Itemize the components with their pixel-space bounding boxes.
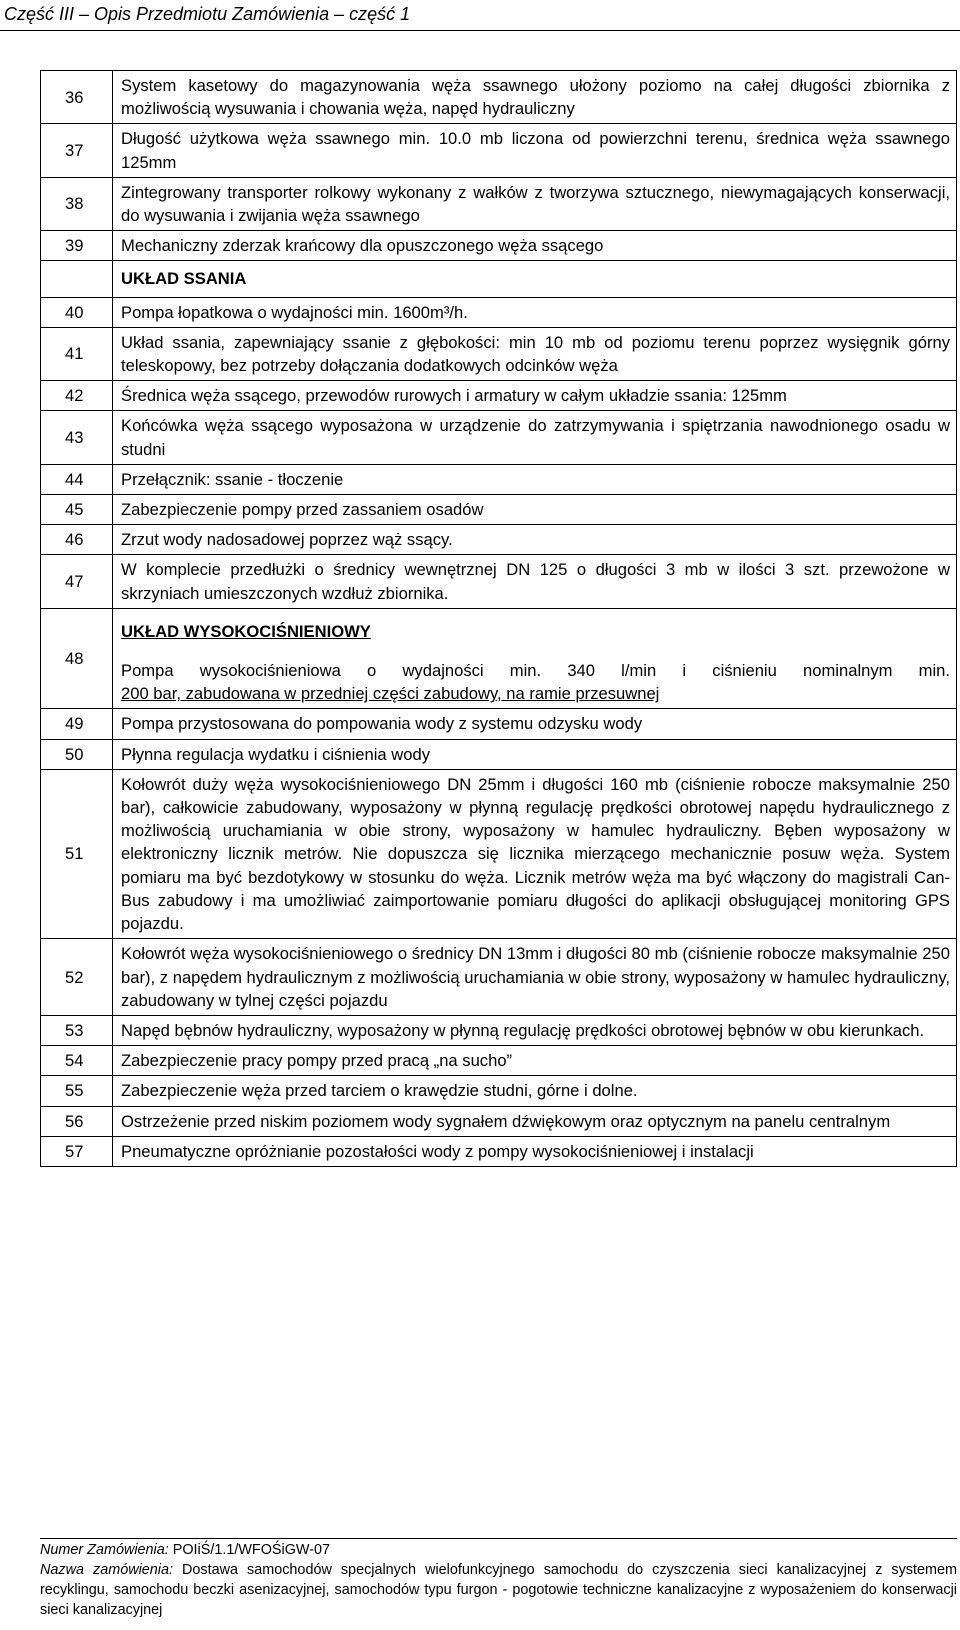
table-row bbox=[41, 297, 957, 327]
row-number: 36 bbox=[41, 71, 113, 124]
table-row bbox=[41, 739, 957, 769]
table-row bbox=[41, 1106, 957, 1136]
row-number: 42 bbox=[41, 381, 113, 411]
row-number: 38 bbox=[41, 177, 113, 230]
row-number: 55 bbox=[41, 1076, 113, 1106]
order-number-value: POIiŚ/1.1/WFOŚiGW-07 bbox=[172, 1542, 331, 1558]
table-row bbox=[41, 381, 957, 411]
row-number: 47 bbox=[41, 555, 113, 608]
underlined-text: 200 bar, zabudowana w przedniej części zabudowy, na ramie przesuwnej bbox=[121, 684, 660, 704]
row-description: Zrzut wody nadosadowej poprzez wąż ssący. bbox=[113, 525, 957, 555]
row-description: Pneumatyczne opróżnianie pozostałości wody z pompy wysokociśnieniowej i instalacji bbox=[113, 1136, 957, 1166]
row-description: Kołowrót duży węża wysokociśnieniowego DN 25mm i długości 160 mb (ciśnienie robocze maksymalnie 250 bar), całkowicie zabudowany, wyposażony w płynną regulację prędkości obrotowej napędu hydraulicznego z możliwością uruchamiania w obie strony, wyposażony w hamulec hydrauliczny. Bęben wyposażony w elektroniczny licznik metrów. Nie dopuszcza się licznika mierzącego mechanicznie posuw węża. System pomiaru ma być bezdotykowy w stosunku do węża. Licznik metrów węża ma być włączony do magistrali Can-Bus zabudowy i ma umożliwiać zaimportowanie pomiaru długości do aplikacji obsługującej monitoring GPS pojazdu. bbox=[113, 769, 957, 938]
header-divider bbox=[0, 30, 960, 31]
table-row bbox=[41, 464, 957, 494]
row-description: Średnica węża ssącego, przewodów rurowych i armatury w całym układzie ssania: 125mm bbox=[113, 381, 957, 411]
row-description: Mechaniczny zderzak krańcowy dla opuszczonego węża ssącego bbox=[113, 231, 957, 261]
table-row bbox=[41, 1136, 957, 1166]
specification-table-body bbox=[41, 71, 957, 1167]
table-row bbox=[41, 327, 957, 380]
specification-table bbox=[40, 70, 957, 1167]
section-heading-row bbox=[41, 261, 957, 297]
table-row bbox=[41, 555, 957, 608]
table-row bbox=[41, 177, 957, 230]
row-number: 39 bbox=[41, 231, 113, 261]
table-row bbox=[41, 525, 957, 555]
row-number: 46 bbox=[41, 525, 113, 555]
table-row bbox=[41, 231, 957, 261]
row-text-line bbox=[121, 682, 950, 705]
table-row bbox=[41, 124, 957, 177]
row-number: 52 bbox=[41, 939, 113, 1016]
order-number-label: Numer Zamówienia: bbox=[40, 1542, 169, 1558]
order-name-line bbox=[40, 1560, 957, 1620]
table-row bbox=[41, 495, 957, 525]
row-description: Zabezpieczenie pompy przed zassaniem osadów bbox=[113, 495, 957, 525]
row-number: 40 bbox=[41, 297, 113, 327]
row-number: 48 bbox=[41, 608, 113, 709]
row-description: Zabezpieczenie węża przed tarciem o krawędzie studni, górne i dolne. bbox=[113, 1076, 957, 1106]
row-description: Płynna regulacja wydatku i ciśnienia wody bbox=[113, 739, 957, 769]
section-heading-suction: UKŁAD SSANIA bbox=[113, 261, 957, 297]
order-number-line bbox=[40, 1540, 957, 1560]
table-row bbox=[41, 608, 957, 709]
row-description: Pompa łopatkowa o wydajności min. 1600m³/h. bbox=[113, 297, 957, 327]
row-description: System kasetowy do magazynowania węża ssawnego ułożony poziomo na całej długości zbiornika z możliwością wysuwania i chowania węża, napęd hydrauliczny bbox=[113, 71, 957, 124]
table-row bbox=[41, 1015, 957, 1045]
row-description: Zabezpieczenie pracy pompy przed pracą „na sucho” bbox=[113, 1046, 957, 1076]
row-description: Końcówka węża ssącego wyposażona w urządzenie do zatrzymywania i spiętrzania nawodnionego osadu w studni bbox=[113, 411, 957, 464]
footer-divider bbox=[40, 1538, 957, 1539]
order-name-label: Nazwa zamówienia: bbox=[40, 1562, 173, 1578]
row-description: Przełącznik: ssanie - tłoczenie bbox=[113, 464, 957, 494]
table-row bbox=[41, 1076, 957, 1106]
row-description: Układ ssania, zapewniający ssanie z głębokości: min 10 mb od poziomu terenu poprzez wysięgnik górny teleskopowy, bez potrzeby dołączania dodatkowych odcinków węża bbox=[113, 327, 957, 380]
row-description: Pompa przystosowana do pompowania wody z systemu odzysku wody bbox=[113, 709, 957, 739]
row-description: Kołowrót węża wysokociśnieniowego o średnicy DN 13mm i długości 80 mb (ciśnienie robocze maksymalnie 250 bar), z napędem hydraulicznym z możliwością uruchamiania w obie strony, wyposażony w hamulec hydrauliczny, zabudowany w tylnej części pojazdu bbox=[113, 939, 957, 1016]
table-row bbox=[41, 939, 957, 1016]
row-number: 54 bbox=[41, 1046, 113, 1076]
row-description: Zintegrowany transporter rolkowy wykonany z wałków z tworzywa sztucznego, niewymagających konserwacji, do wysuwania i zwijania węża ssawnego bbox=[113, 177, 957, 230]
table-row bbox=[41, 411, 957, 464]
row-number: 37 bbox=[41, 124, 113, 177]
table-row bbox=[41, 709, 957, 739]
row-number: 44 bbox=[41, 464, 113, 494]
row-number: 45 bbox=[41, 495, 113, 525]
table-row bbox=[41, 71, 957, 124]
row-number: 51 bbox=[41, 769, 113, 938]
row-description: W komplecie przedłużki o średnicy wewnętrznej DN 125 o długości 3 mb w ilości 3 szt. przewożone w skrzyniach umieszczonych wzdłuż zbiornika. bbox=[113, 555, 957, 608]
row-description: Ostrzeżenie przed niskim poziomem wody sygnałem dźwiękowym oraz optycznym na panelu centralnym bbox=[113, 1106, 957, 1136]
row-description bbox=[113, 608, 957, 709]
section-heading-high-pressure: UKŁAD WYSOKOCIŚNIENIOWY bbox=[121, 621, 371, 641]
row-description: Długość użytkowa węża ssawnego min. 10.0 mb liczona od powierzchni terenu, średnica węża ssawnego 125mm bbox=[113, 124, 957, 177]
table-row bbox=[41, 1046, 957, 1076]
row-number: 41 bbox=[41, 327, 113, 380]
row-number: 43 bbox=[41, 411, 113, 464]
row-number: 50 bbox=[41, 739, 113, 769]
row-number: 56 bbox=[41, 1106, 113, 1136]
row-text-line: Pompa wysokociśnieniowa o wydajności min. 340 l/min i ciśnieniu nominalnym min. bbox=[121, 661, 950, 681]
order-name-value: Dostawa samochodów specjalnych wielofunkcyjnego samochodu do czyszczenia sieci kanalizacyjnej z systemem recyklingu, samochodu beczki asenizacyjnej, samochodów typu furgon - pogotowie techniczne kanalizacyjne z wyposażeniem do konserwacji sieci kanalizacyjnej bbox=[40, 1562, 957, 1618]
row-number: 49 bbox=[41, 709, 113, 739]
row-number bbox=[41, 261, 113, 297]
page-header bbox=[0, 0, 960, 34]
row-number: 53 bbox=[41, 1015, 113, 1045]
document-part-title: Część III – Opis Przedmiotu Zamówienia – część 1 bbox=[4, 4, 411, 24]
row-number: 57 bbox=[41, 1136, 113, 1166]
row-description: Napęd bębnów hydrauliczny, wyposażony w płynną regulację prędkości obrotowej bębnów w obu kierunkach. bbox=[113, 1015, 957, 1045]
table-row bbox=[41, 769, 957, 938]
page-footer bbox=[40, 1540, 957, 1620]
